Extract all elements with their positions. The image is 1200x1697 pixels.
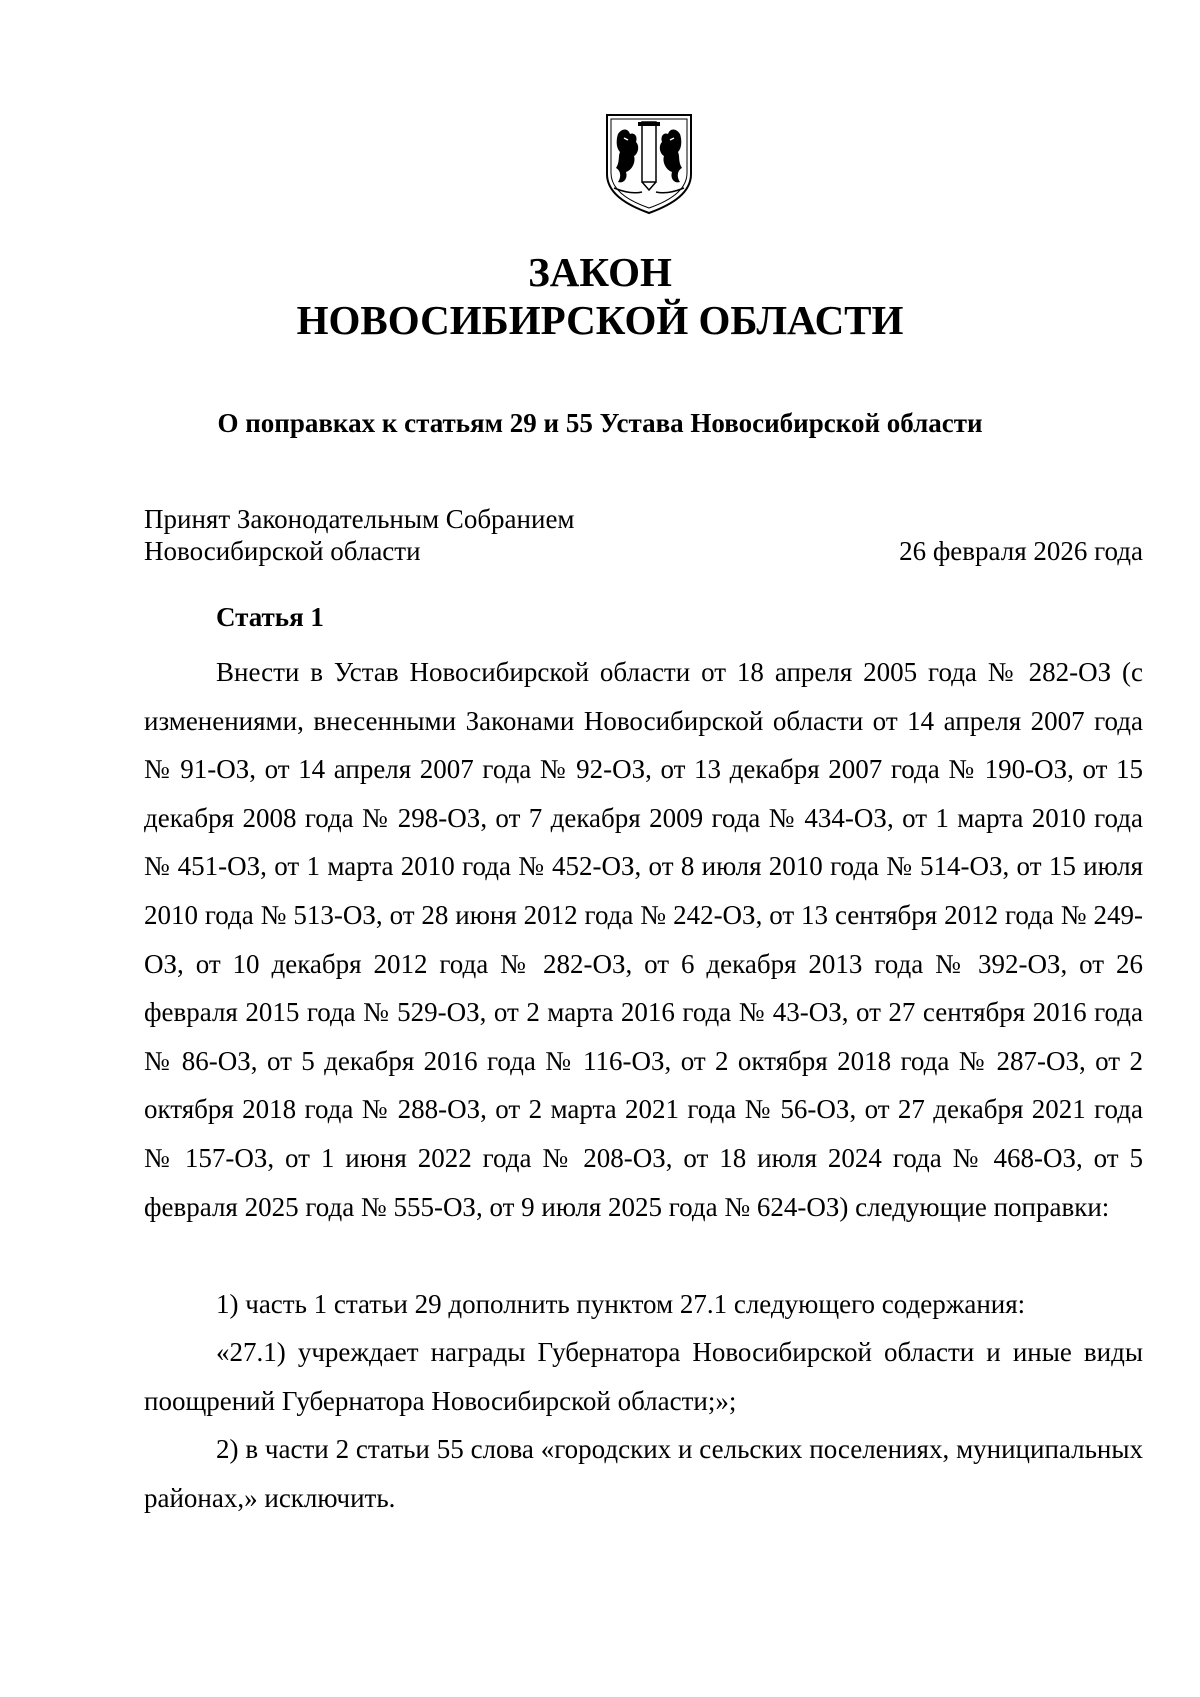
law-title-line1: ЗАКОН <box>528 249 672 295</box>
law-subtitle: О поправках к статьям 29 и 55 Устава Новосибирской области <box>217 408 983 438</box>
article-heading: Статья 1 <box>216 602 324 632</box>
adoption-line1: Принят Законодательным Собранием <box>144 504 575 534</box>
law-title-line2: НОВОСИБИРСКОЙ ОБЛАСТИ <box>296 297 904 343</box>
article-item-1: 1) часть 1 статьи 29 дополнить пунктом 27.1 следующего содержания: <box>216 1289 1026 1319</box>
adoption-info <box>144 503 575 567</box>
article-item-1-quote: «27.1) учреждает награды Губернатора Новосибирской области и иные виды поощрений Губернатора Новосибирской области;»; <box>144 1337 1143 1416</box>
article-intro-paragraph: Внести в Устав Новосибирской области от 18 апреля 2005 года № 282-ОЗ (с изменениями, внесенными Законами Новосибирской области от 14 апреля 2007 года № 91-ОЗ, от 14 апреля 2007 года № 92-ОЗ, от 13 декабря 2007 года № 190-ОЗ, от 15 декабря 2008 года № 298-ОЗ, от 7 декабря 2009 года № 434-ОЗ, от 1 марта 2010 года № 451-ОЗ, от 1 марта 2010 года № 452-ОЗ, от 8 июля 2010 года № 514-ОЗ, от 15 июля 2010 года № 513-ОЗ, от 28 июня 2012 года № 242-ОЗ, от 13 сентября 2012 года № 249-ОЗ, от 10 декабря 2012 года № 282-ОЗ, от 6 декабря 2013 года № 392-ОЗ, от 26 февраля 2015 года № 529-ОЗ, от 2 марта 2016 года № 43-ОЗ, от 27 сентября 2016 года № 86-ОЗ, от 5 декабря 2016 года № 116-ОЗ, от 2 октября 2018 года № 287-ОЗ, от 2 октября 2018 года № 288-ОЗ, от 2 марта 2021 года № 56-ОЗ, от 27 декабря 2021 года № 157-ОЗ, от 1 июня 2022 года № 208-ОЗ, от 18 июля 2024 года № 468-ОЗ, от 5 февраля 2025 года № 555-ОЗ, от 9 июля 2025 года № 624-ОЗ) следующие поправки: <box>144 657 1143 1222</box>
adoption-line2: Новосибирской области <box>144 536 421 566</box>
adoption-date: 26 февраля 2026 года <box>899 536 1143 566</box>
coat-of-arms-icon <box>604 112 694 216</box>
article-item-2: 2) в части 2 статьи 55 слова «городских и сельских поселениях, муниципальных районах,» исключить. <box>144 1434 1143 1513</box>
